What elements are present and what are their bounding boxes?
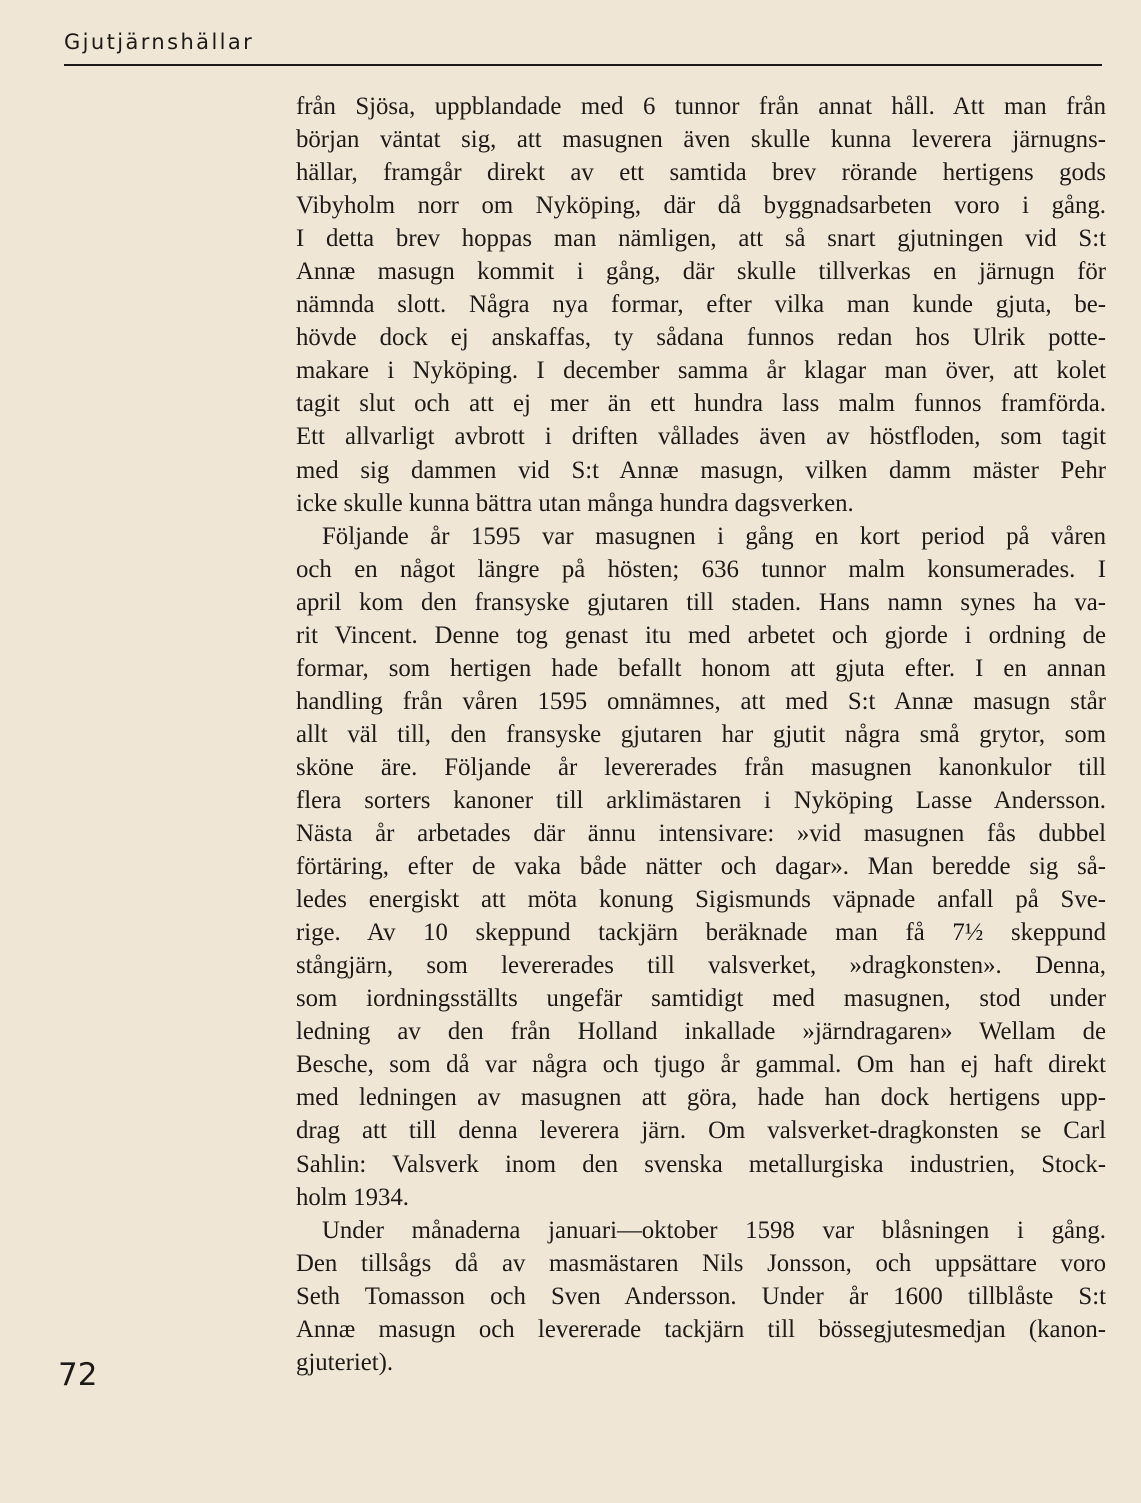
body-line: drag att till denna leverera järn. Om valsverket-dragkonsten se Carl	[296, 1117, 1106, 1145]
body-line: Seth Tomasson och Sven Andersson. Under år 1600 tillblåste S:t	[296, 1282, 1106, 1310]
body-line: stångjärn, som levererades till valsverket, »dragkonsten». Denna,	[296, 952, 1106, 980]
body-line: Följande år 1595 var masugnen i gång en kort period på våren	[322, 522, 1106, 550]
body-line: Sahlin: Valsverk inom den svenska metallurgiska industrien, Stock-	[296, 1150, 1106, 1178]
body-line: med sig dammen vid S:t Annæ masugn, vilken damm mäster Pehr	[296, 456, 1106, 484]
body-line: I detta brev hoppas man nämligen, att så snart gjutningen vid S:t	[296, 225, 1106, 253]
body-line: hällar, framgår direkt av ett samtida brev rörande hertigens gods	[296, 159, 1106, 187]
body-line: från Sjösa, uppblandade med 6 tunnor från annat håll. Att man från	[296, 93, 1106, 120]
body-line: rit Vincent. Denne tog genast itu med arbetet och gjorde i ordning de	[296, 621, 1106, 649]
body-line: Under månaderna januari—oktober 1598 var blåsningen i gång.	[322, 1216, 1106, 1244]
body-line: holm 1934.	[296, 1183, 409, 1211]
body-line: förtäring, efter de vaka både nätter och dagar». Man beredde sig så-	[296, 853, 1106, 881]
body-line: Annæ masugn kommit i gång, där skulle tillverkas en järnugn för	[296, 258, 1106, 286]
body-line: icke skulle kunna bättra utan många hundra dagsverken.	[296, 489, 854, 517]
body-line: handling från våren 1595 omnämnes, att med S:t Annæ masugn står	[296, 687, 1106, 715]
body-line: makare i Nyköping. I december samma år klagar man över, att kolet	[296, 357, 1106, 385]
header-rule	[64, 64, 1102, 66]
body-line: ledes energiskt att möta konung Sigismunds väpnade anfall på Sve-	[296, 886, 1106, 914]
body-line: med ledningen av masugnen att göra, hade han dock hertigens upp-	[296, 1084, 1106, 1112]
body-line: formar, som hertigen hade befallt honom att gjuta efter. I en annan	[296, 654, 1106, 682]
body-line: början väntat sig, att masugnen även skulle kunna leverera järnugns-	[296, 126, 1106, 154]
body-line: Annæ masugn och levererade tackjärn till bössegjutesmedjan (kanon-	[296, 1315, 1106, 1343]
body-line: gjuteriet).	[296, 1348, 394, 1376]
body-line: Nästa år arbetades där ännu intensivare: »vid masugnen fås dubbel	[296, 820, 1106, 848]
body-line: Den tillsågs då av masmästaren Nils Jonsson, och uppsättare voro	[296, 1249, 1106, 1277]
body-line: Besche, som då var några och tjugo år gammal. Om han ej haft direkt	[296, 1051, 1106, 1079]
body-line: som iordningsställts ungefär samtidigt med masugnen, stod under	[296, 985, 1106, 1013]
running-head-title: Gjutjärnshällar	[64, 30, 255, 54]
body-line: Ett allvarligt avbrott i driften vållades även av höstfloden, som tagit	[296, 423, 1106, 451]
body-line: flera sorters kanoner till arklimästaren i Nyköping Lasse Andersson.	[296, 786, 1106, 814]
body-line: april kom den fransyske gjutaren till staden. Hans namn synes ha va-	[296, 588, 1106, 616]
body-line: Vibyholm norr om Nyköping, där då byggnadsarbeten voro i gång.	[296, 192, 1106, 220]
body-line: allt väl till, den fransyske gjutaren har gjutit några små grytor, som	[296, 720, 1106, 748]
body-text	[296, 90, 1106, 1379]
body-line: tagit slut och att ej mer än ett hundra lass malm funnos framförda.	[296, 390, 1106, 418]
body-line: sköne äre. Följande år levererades från masugnen kanonkulor till	[296, 753, 1106, 781]
body-line: nämnda slott. Några nya formar, efter vilka man kunde gjuta, be-	[296, 291, 1106, 319]
body-line: rige. Av 10 skeppund tackjärn beräknade man få 7½ skeppund	[296, 919, 1106, 947]
body-line: ledning av den från Holland inkallade »järndragaren» Wellam de	[296, 1018, 1106, 1046]
page-number: 72	[58, 1357, 98, 1393]
body-line: och en något längre på hösten; 636 tunnor malm konsumerades. I	[296, 555, 1106, 583]
body-line: hövde dock ej anskaffas, ty sådana funnos redan hos Ulrik potte-	[296, 324, 1106, 352]
